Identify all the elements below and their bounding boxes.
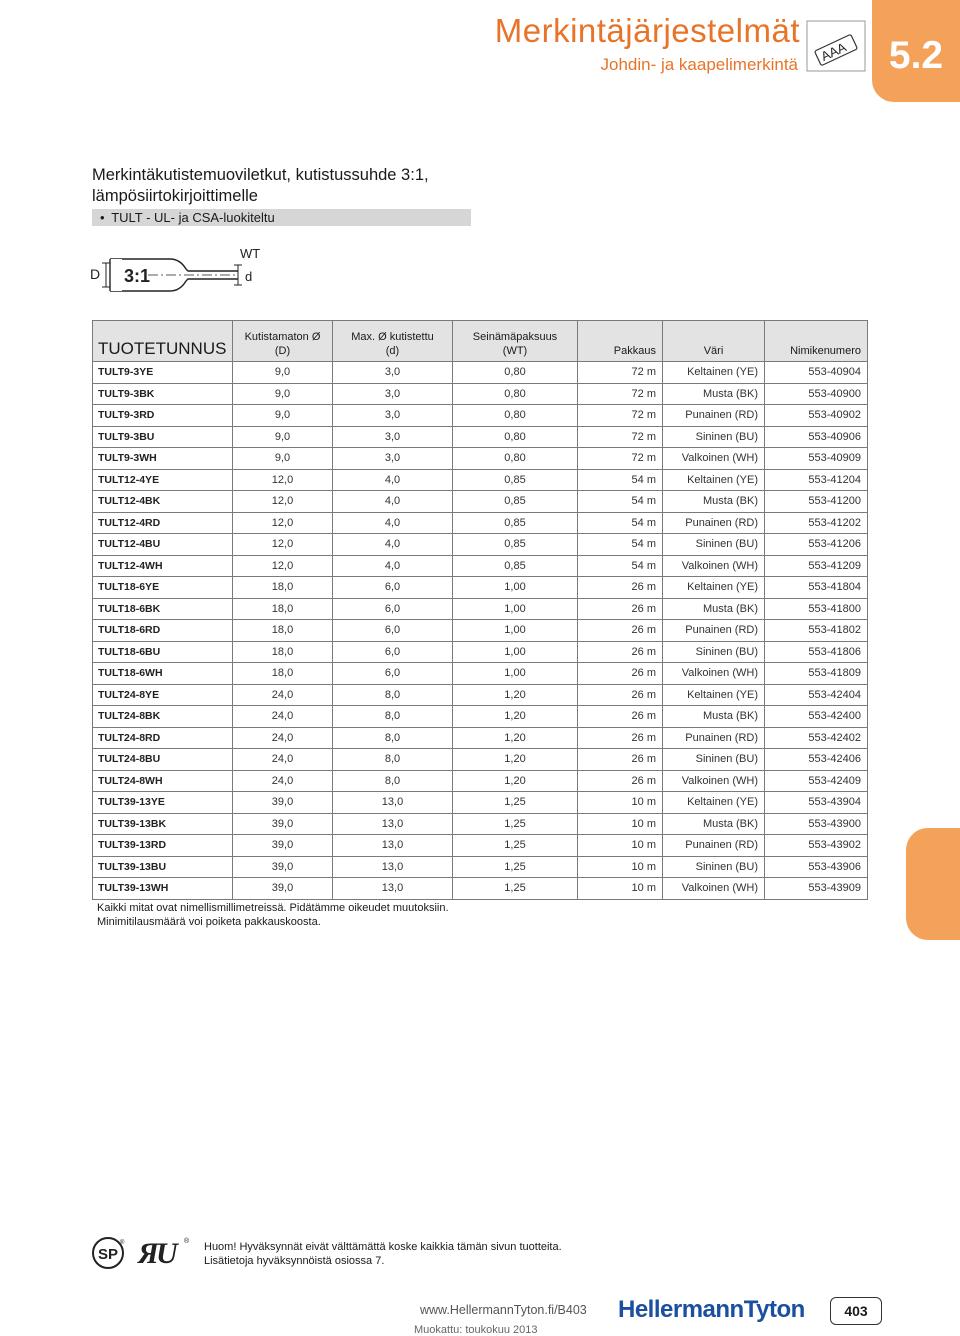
approval-bullet bbox=[92, 209, 471, 226]
cell-color: Musta (BK) bbox=[663, 491, 765, 513]
cell-d-unshrunk: 12,0 bbox=[233, 491, 333, 513]
table-row bbox=[93, 426, 868, 448]
table-header-row bbox=[93, 321, 868, 362]
cell-wall: 0,80 bbox=[453, 383, 578, 405]
cell-article: 553-41209 bbox=[765, 555, 868, 577]
cell-product-code: TULT39-13BU bbox=[93, 856, 233, 878]
table-row bbox=[93, 383, 868, 405]
cell-pack: 10 m bbox=[578, 792, 663, 814]
table-row bbox=[93, 620, 868, 642]
cell-pack: 72 m bbox=[578, 448, 663, 470]
cell-color: Valkoinen (WH) bbox=[663, 770, 765, 792]
cell-wall: 0,80 bbox=[453, 448, 578, 470]
cell-article: 553-40906 bbox=[765, 426, 868, 448]
cell-article: 553-41809 bbox=[765, 663, 868, 685]
approval-text: TULT - UL- ja CSA-luokiteltu bbox=[111, 210, 275, 225]
note-line1: Kaikki mitat ovat nimellismillimetreissä. Pidätämme oikeudet muutoksiin. bbox=[97, 902, 449, 914]
cell-product-code: TULT39-13RD bbox=[93, 835, 233, 857]
bullet-icon: • bbox=[100, 210, 105, 225]
cell-pack: 72 m bbox=[578, 383, 663, 405]
cell-d-shrunk: 4,0 bbox=[333, 491, 453, 513]
table-row bbox=[93, 684, 868, 706]
cell-product-code: TULT9-3RD bbox=[93, 405, 233, 427]
cell-pack: 72 m bbox=[578, 426, 663, 448]
cell-product-code: TULT18-6WH bbox=[93, 663, 233, 685]
cell-product-code: TULT9-3BU bbox=[93, 426, 233, 448]
csa-certification-icon bbox=[92, 1236, 126, 1270]
cell-article: 553-40909 bbox=[765, 448, 868, 470]
cell-d-unshrunk: 18,0 bbox=[233, 577, 333, 599]
cell-d-unshrunk: 24,0 bbox=[233, 749, 333, 771]
approval-notice bbox=[204, 1240, 562, 1268]
cell-article: 553-41802 bbox=[765, 620, 868, 642]
cell-article: 553-42406 bbox=[765, 749, 868, 771]
cell-product-code: TULT9-3YE bbox=[93, 362, 233, 384]
cell-pack: 54 m bbox=[578, 555, 663, 577]
table-row bbox=[93, 727, 868, 749]
svg-text:SP: SP bbox=[98, 1246, 119, 1263]
cell-wall: 0,85 bbox=[453, 534, 578, 556]
table-row bbox=[93, 835, 868, 857]
cell-d-shrunk: 3,0 bbox=[333, 383, 453, 405]
cell-d-unshrunk: 39,0 bbox=[233, 813, 333, 835]
cell-d-unshrunk: 9,0 bbox=[233, 448, 333, 470]
cell-wall: 0,80 bbox=[453, 426, 578, 448]
cell-color: Punainen (RD) bbox=[663, 727, 765, 749]
cell-wall: 1,20 bbox=[453, 727, 578, 749]
cell-color: Sininen (BU) bbox=[663, 534, 765, 556]
table-row bbox=[93, 598, 868, 620]
cell-pack: 26 m bbox=[578, 727, 663, 749]
page-subtitle: Johdin- ja kaapelimerkintä bbox=[600, 55, 798, 74]
cell-d-shrunk: 3,0 bbox=[333, 405, 453, 427]
table-row bbox=[93, 491, 868, 513]
cell-d-shrunk: 4,0 bbox=[333, 555, 453, 577]
svg-text:Я: Я bbox=[138, 1237, 159, 1270]
cell-wall: 1,00 bbox=[453, 641, 578, 663]
cell-wall: 1,00 bbox=[453, 577, 578, 599]
cell-color: Punainen (RD) bbox=[663, 835, 765, 857]
cell-d-shrunk: 4,0 bbox=[333, 512, 453, 534]
cell-article: 553-42409 bbox=[765, 770, 868, 792]
cell-wall: 0,80 bbox=[453, 405, 578, 427]
cell-wall: 1,25 bbox=[453, 835, 578, 857]
cell-pack: 26 m bbox=[578, 577, 663, 599]
cell-pack: 10 m bbox=[578, 813, 663, 835]
notice-line1: Huom! Hyväksynnät eivät välttämättä koske kaikkia tämän sivun tuotteita. bbox=[204, 1241, 562, 1253]
cell-product-code: TULT24-8WH bbox=[93, 770, 233, 792]
cell-wall: 0,85 bbox=[453, 512, 578, 534]
table-row bbox=[93, 663, 868, 685]
cell-pack: 26 m bbox=[578, 641, 663, 663]
cell-d-shrunk: 13,0 bbox=[333, 813, 453, 835]
table-row bbox=[93, 469, 868, 491]
cell-d-shrunk: 6,0 bbox=[333, 663, 453, 685]
ul-recognized-icon bbox=[134, 1234, 192, 1270]
cell-d-shrunk: 6,0 bbox=[333, 620, 453, 642]
table-row bbox=[93, 448, 868, 470]
cell-color: Punainen (RD) bbox=[663, 620, 765, 642]
cell-product-code: TULT24-8RD bbox=[93, 727, 233, 749]
svg-text:AAA: AAA bbox=[818, 39, 849, 65]
cell-pack: 54 m bbox=[578, 491, 663, 513]
cell-d-shrunk: 3,0 bbox=[333, 362, 453, 384]
website-link[interactable]: www.HellermannTyton.fi/B403 bbox=[420, 1303, 587, 1317]
cell-article: 553-41804 bbox=[765, 577, 868, 599]
cell-product-code: TULT12-4BU bbox=[93, 534, 233, 556]
company-logo: HellermannTyton bbox=[618, 1296, 805, 1323]
cell-article: 553-43904 bbox=[765, 792, 868, 814]
table-row bbox=[93, 512, 868, 534]
diagram-ratio: 3:1 bbox=[124, 266, 151, 286]
cell-pack: 26 m bbox=[578, 620, 663, 642]
cell-pack: 10 m bbox=[578, 835, 663, 857]
cell-pack: 10 m bbox=[578, 856, 663, 878]
cell-d-shrunk: 6,0 bbox=[333, 641, 453, 663]
cell-d-unshrunk: 24,0 bbox=[233, 727, 333, 749]
diagram-label-D: D bbox=[90, 266, 101, 282]
cell-product-code: TULT12-4WH bbox=[93, 555, 233, 577]
cell-color: Keltainen (YE) bbox=[663, 684, 765, 706]
cell-d-unshrunk: 39,0 bbox=[233, 792, 333, 814]
cell-color: Keltainen (YE) bbox=[663, 362, 765, 384]
cell-d-unshrunk: 9,0 bbox=[233, 362, 333, 384]
cell-article: 553-42404 bbox=[765, 684, 868, 706]
cell-d-unshrunk: 9,0 bbox=[233, 383, 333, 405]
cell-color: Valkoinen (WH) bbox=[663, 555, 765, 577]
col-header-d-unshrunk: Kutistamaton Ø (D) bbox=[233, 321, 333, 362]
cell-wall: 0,85 bbox=[453, 555, 578, 577]
cell-wall: 1,20 bbox=[453, 770, 578, 792]
cell-article: 553-41202 bbox=[765, 512, 868, 534]
cell-pack: 26 m bbox=[578, 684, 663, 706]
table-row bbox=[93, 792, 868, 814]
cell-d-unshrunk: 18,0 bbox=[233, 641, 333, 663]
cell-wall: 1,00 bbox=[453, 620, 578, 642]
cell-pack: 54 m bbox=[578, 469, 663, 491]
cell-product-code: TULT12-4YE bbox=[93, 469, 233, 491]
cell-pack: 26 m bbox=[578, 663, 663, 685]
cell-wall: 0,85 bbox=[453, 491, 578, 513]
cell-d-unshrunk: 18,0 bbox=[233, 663, 333, 685]
cell-d-unshrunk: 39,0 bbox=[233, 878, 333, 900]
col-header-color: Väri bbox=[663, 321, 765, 362]
cell-d-unshrunk: 18,0 bbox=[233, 620, 333, 642]
cell-product-code: TULT24-8BK bbox=[93, 706, 233, 728]
modified-date: Muokattu: toukokuu 2013 bbox=[414, 1324, 538, 1336]
cell-article: 553-41200 bbox=[765, 491, 868, 513]
cell-d-shrunk: 8,0 bbox=[333, 749, 453, 771]
table-row bbox=[93, 555, 868, 577]
diagram-label-WT: WT bbox=[240, 246, 261, 261]
cell-d-shrunk: 8,0 bbox=[333, 706, 453, 728]
cell-d-unshrunk: 12,0 bbox=[233, 555, 333, 577]
cell-color: Valkoinen (WH) bbox=[663, 663, 765, 685]
cell-article: 553-43909 bbox=[765, 878, 868, 900]
cell-d-shrunk: 13,0 bbox=[333, 856, 453, 878]
cell-wall: 0,80 bbox=[453, 362, 578, 384]
cell-color: Musta (BK) bbox=[663, 706, 765, 728]
table-row bbox=[93, 878, 868, 900]
cell-d-unshrunk: 39,0 bbox=[233, 835, 333, 857]
cell-d-shrunk: 3,0 bbox=[333, 448, 453, 470]
cell-d-shrunk: 6,0 bbox=[333, 598, 453, 620]
cell-product-code: TULT39-13YE bbox=[93, 792, 233, 814]
page-number: 403 bbox=[830, 1297, 882, 1325]
col-header-d-shrunk: Max. Ø kutistettu (d) bbox=[333, 321, 453, 362]
cell-product-code: TULT9-3BK bbox=[93, 383, 233, 405]
cell-d-unshrunk: 18,0 bbox=[233, 598, 333, 620]
table-row bbox=[93, 362, 868, 384]
cell-product-code: TULT18-6BK bbox=[93, 598, 233, 620]
table-row bbox=[93, 405, 868, 427]
cell-pack: 10 m bbox=[578, 878, 663, 900]
cell-article: 553-40900 bbox=[765, 383, 868, 405]
cell-wall: 1,25 bbox=[453, 856, 578, 878]
cell-wall: 1,25 bbox=[453, 878, 578, 900]
cell-product-code: TULT18-6RD bbox=[93, 620, 233, 642]
col-header-wall: Seinämäpaksuus (WT) bbox=[453, 321, 578, 362]
cell-article: 553-41800 bbox=[765, 598, 868, 620]
cell-product-code: TULT24-8YE bbox=[93, 684, 233, 706]
cell-product-code: TULT12-4BK bbox=[93, 491, 233, 513]
table-row bbox=[93, 577, 868, 599]
cell-d-shrunk: 8,0 bbox=[333, 684, 453, 706]
cell-d-unshrunk: 12,0 bbox=[233, 512, 333, 534]
table-row bbox=[93, 534, 868, 556]
cell-color: Keltainen (YE) bbox=[663, 577, 765, 599]
cell-d-shrunk: 6,0 bbox=[333, 577, 453, 599]
cell-article: 553-42402 bbox=[765, 727, 868, 749]
cell-d-unshrunk: 9,0 bbox=[233, 405, 333, 427]
table-row bbox=[93, 641, 868, 663]
cell-color: Musta (BK) bbox=[663, 813, 765, 835]
cell-article: 553-43900 bbox=[765, 813, 868, 835]
cell-d-shrunk: 13,0 bbox=[333, 878, 453, 900]
cell-d-unshrunk: 24,0 bbox=[233, 706, 333, 728]
notice-line2: Lisätietoja hyväksynnöistä osiossa 7. bbox=[204, 1255, 385, 1267]
diagram-label-d: d bbox=[245, 269, 253, 284]
cell-d-unshrunk: 24,0 bbox=[233, 770, 333, 792]
cell-color: Keltainen (YE) bbox=[663, 792, 765, 814]
cell-product-code: TULT18-6BU bbox=[93, 641, 233, 663]
cell-color: Punainen (RD) bbox=[663, 512, 765, 534]
cell-wall: 1,00 bbox=[453, 598, 578, 620]
product-title-line1: Merkintäkutistemuoviletkut, kutistussuhde 3:1, bbox=[92, 166, 429, 184]
cell-product-code: TULT39-13WH bbox=[93, 878, 233, 900]
product-table bbox=[92, 320, 868, 900]
page-title: Merkintäjärjestelmät bbox=[494, 12, 800, 49]
table-row bbox=[93, 813, 868, 835]
cell-color: Sininen (BU) bbox=[663, 641, 765, 663]
table-row bbox=[93, 770, 868, 792]
cell-product-code: TULT9-3WH bbox=[93, 448, 233, 470]
cell-wall: 1,25 bbox=[453, 813, 578, 835]
table-notes bbox=[97, 901, 449, 929]
col-header-article: Nimikenumero bbox=[765, 321, 868, 362]
cell-d-shrunk: 13,0 bbox=[333, 835, 453, 857]
cell-d-unshrunk: 39,0 bbox=[233, 856, 333, 878]
cell-color: Sininen (BU) bbox=[663, 749, 765, 771]
cell-article: 553-41204 bbox=[765, 469, 868, 491]
col-header-product: TUOTETUNNUS bbox=[93, 321, 233, 362]
cell-d-shrunk: 4,0 bbox=[333, 534, 453, 556]
cell-product-code: TULT18-6YE bbox=[93, 577, 233, 599]
side-tab-marker bbox=[906, 828, 960, 940]
cell-color: Punainen (RD) bbox=[663, 405, 765, 427]
cell-article: 553-42400 bbox=[765, 706, 868, 728]
cell-article: 553-40904 bbox=[765, 362, 868, 384]
cell-pack: 54 m bbox=[578, 512, 663, 534]
cell-d-shrunk: 8,0 bbox=[333, 770, 453, 792]
cell-color: Keltainen (YE) bbox=[663, 469, 765, 491]
cell-pack: 26 m bbox=[578, 706, 663, 728]
col-header-pack: Pakkaus bbox=[578, 321, 663, 362]
cell-wall: 0,85 bbox=[453, 469, 578, 491]
cell-wall: 1,00 bbox=[453, 663, 578, 685]
cell-d-unshrunk: 12,0 bbox=[233, 469, 333, 491]
cell-article: 553-43906 bbox=[765, 856, 868, 878]
product-title-line2: lämpösiirtokirjoittimelle bbox=[92, 187, 258, 205]
cell-wall: 1,20 bbox=[453, 749, 578, 771]
cell-color: Musta (BK) bbox=[663, 383, 765, 405]
label-tag-icon bbox=[806, 20, 866, 72]
cell-article: 553-41806 bbox=[765, 641, 868, 663]
cell-pack: 72 m bbox=[578, 405, 663, 427]
cell-wall: 1,20 bbox=[453, 706, 578, 728]
cell-d-unshrunk: 12,0 bbox=[233, 534, 333, 556]
note-line2: Minimitilausmäärä voi poiketa pakkauskoosta. bbox=[97, 916, 321, 928]
cell-d-shrunk: 13,0 bbox=[333, 792, 453, 814]
cell-color: Sininen (BU) bbox=[663, 856, 765, 878]
cell-product-code: TULT12-4RD bbox=[93, 512, 233, 534]
cell-d-shrunk: 4,0 bbox=[333, 469, 453, 491]
svg-text:®: ® bbox=[184, 1238, 190, 1245]
cell-article: 553-41206 bbox=[765, 534, 868, 556]
shrink-diagram bbox=[88, 245, 263, 293]
cell-pack: 54 m bbox=[578, 534, 663, 556]
table-row bbox=[93, 706, 868, 728]
cell-wall: 1,20 bbox=[453, 684, 578, 706]
cell-color: Sininen (BU) bbox=[663, 426, 765, 448]
product-title bbox=[92, 165, 429, 207]
cell-product-code: TULT24-8BU bbox=[93, 749, 233, 771]
cell-pack: 26 m bbox=[578, 598, 663, 620]
cell-pack: 26 m bbox=[578, 770, 663, 792]
cell-product-code: TULT39-13BK bbox=[93, 813, 233, 835]
cell-pack: 72 m bbox=[578, 362, 663, 384]
cell-wall: 1,25 bbox=[453, 792, 578, 814]
cell-d-shrunk: 8,0 bbox=[333, 727, 453, 749]
table-row bbox=[93, 749, 868, 771]
section-number: 5.2 bbox=[888, 34, 944, 77]
svg-text:U: U bbox=[156, 1237, 178, 1270]
cell-d-unshrunk: 24,0 bbox=[233, 684, 333, 706]
cell-color: Valkoinen (WH) bbox=[663, 878, 765, 900]
cell-pack: 26 m bbox=[578, 749, 663, 771]
cell-d-shrunk: 3,0 bbox=[333, 426, 453, 448]
table-row bbox=[93, 856, 868, 878]
cell-article: 553-40902 bbox=[765, 405, 868, 427]
cell-d-unshrunk: 9,0 bbox=[233, 426, 333, 448]
cell-color: Musta (BK) bbox=[663, 598, 765, 620]
svg-text:®: ® bbox=[120, 1240, 125, 1246]
cell-color: Valkoinen (WH) bbox=[663, 448, 765, 470]
cell-article: 553-43902 bbox=[765, 835, 868, 857]
